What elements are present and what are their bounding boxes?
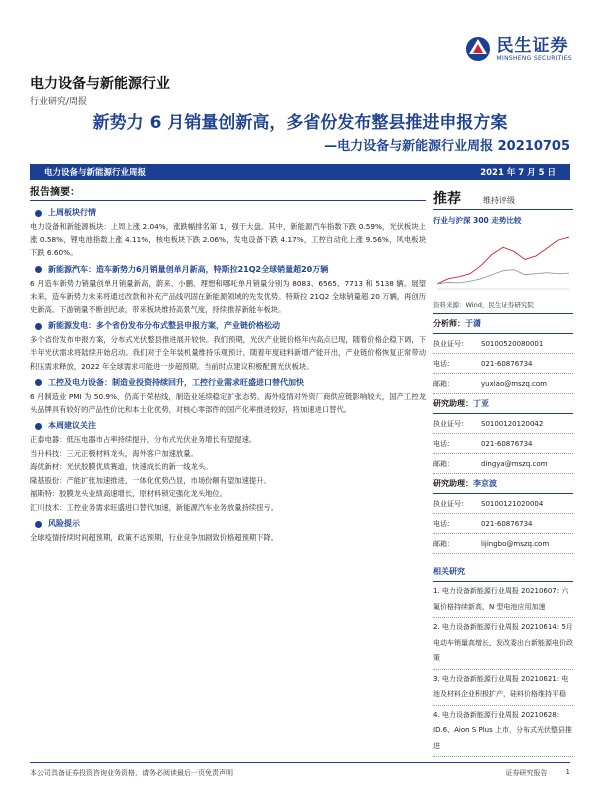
info-row: 执业证号： S0100520080001 [433, 334, 573, 354]
trend-chart [433, 229, 573, 297]
sidebar [433, 188, 573, 757]
footer-label: 证券研究报告 [505, 769, 548, 777]
info-row: 邮箱： lijingbo@mszq.com [433, 534, 573, 554]
banner-date: 2021 年 7 月 5 日 [480, 168, 556, 178]
list-item: 当升科技：三元正极材料龙头，海外客户加速放量。 [30, 448, 198, 458]
section-title: 上周板块行情 [35, 206, 426, 220]
section-body: 6 月制造业 PMI 为 50.9%，仍高于荣枯线，制造业延续稳定扩张态势。海外疫情对外资厂商供应链影响较大，国产工控龙头品牌具有较好的产品性价比和本土化优势，对核心零部件的国产化率推进较好，将加速进口替代。 [30, 391, 426, 415]
bullet-icon [35, 210, 42, 217]
info-row: 电话： 021-60876734 [433, 434, 573, 454]
list-item: 汇川技术：工控业务需求旺盛进口替代加速，新能源汽车业务放量持续扭亏。 [30, 502, 279, 512]
bullet-icon [35, 323, 42, 330]
section-title: 工控及电力设备： 制造业投资持续回升，工控行业需求旺盛进口替代加快 [35, 376, 426, 390]
email-link[interactable]: lijingbo@mszq.com [481, 540, 550, 548]
chart-title: 行业与沪深 300 走势比较 [433, 216, 522, 225]
list-item: 福斯特：胶膜龙头业绩高速增长，原材料锁定强化龙头地位。 [30, 489, 228, 499]
bullet-icon [35, 521, 42, 528]
bullet-icon [35, 423, 42, 430]
analyst-heading: 研究助理：丁亚 [433, 394, 573, 414]
info-row: 电话： 021-60876734 [433, 354, 573, 374]
recommendation-list [30, 433, 426, 514]
minsheng-logo-icon [465, 36, 491, 62]
list-item: 正泰电器：低压电器市占率持续提升，分布式光伏业务增长有望提速。 [30, 435, 257, 445]
rating-label: 维持评级 [483, 196, 515, 205]
chart-source: 资料来源：Wind，民生证券研究院 [433, 300, 573, 314]
section-body: 全球疫情持续时间超预期，政策不达预期，行业竞争加剧致价格超预期下降。 [30, 533, 279, 543]
info-row: 执业证号： S0100121020004 [433, 494, 573, 514]
industry-name: 电力设备与新能源行业 [30, 76, 170, 92]
related-heading: 相关研究 [433, 562, 573, 582]
section-title: 新能源汽车： 造车新势力6月销量创单月新高，特斯拉21Q2全球销量超20万辆 [35, 263, 426, 277]
section-title: 本周建议关注 [35, 419, 426, 433]
list-item: 隆基股份：产能扩张加速推进，一体化优势凸显，市场份额有望加速提升。 [30, 475, 271, 485]
bullet-icon [35, 266, 42, 273]
info-row: 电话： 021-60876734 [433, 514, 573, 534]
section-title: 新能源发电： 多个省份发布分布式整县申报方案，产业链价格松动 [35, 319, 426, 333]
summary-column [30, 184, 426, 547]
section-body: 电力设备和新能源板块：上周上涨 2.04%，涨跌幅排名第 1，强于大盘。其中，新能源汽车指数下跌 0.59%，光伏板块上涨 0.58%，锂电池指数上涨 4.11%，核电板块下跌 2.06%，发电设备下跌 4.17%，工控自动化上涨 9.56%，风电板块下跌 6.60%。 [30, 222, 426, 258]
brand-logo [465, 36, 572, 62]
brand-name-cn: 民生证券 [496, 35, 569, 56]
recommend-label: 推荐 [433, 191, 461, 207]
page-subtitle: —电力设备与新能源行业周报 20210705 [324, 139, 570, 154]
report-banner [30, 164, 570, 180]
section-title: 风险提示 [35, 517, 426, 531]
summary-heading: 报告摘要： [30, 184, 426, 201]
bullet-icon [35, 379, 42, 386]
email-link[interactable]: dingya@mszq.com [481, 460, 548, 468]
trend-chart-svg [433, 229, 573, 297]
info-row: 邮箱： yuxiao@mszq.com [433, 374, 573, 394]
series-line-0 [437, 237, 569, 284]
related-report[interactable]: 3. 电力设备新能源行业周报 20210621: 电池及材料企业积极扩产，硅料价格维持平稳 [433, 670, 573, 706]
report-type: 行业研究/周报 [30, 97, 88, 107]
page-number: 1 [565, 768, 570, 776]
related-report[interactable]: 4. 电力设备新能源行业周报 20210628: ID.6、Aion S Plus 上市，分布式光伏整县推进 [433, 706, 573, 758]
section-body: 多个省份发布申报方案，分布式光伏整县推进展开较快。我们预期，光伏产业链价格年内高点已现，随着价格企稳下调，下半年光伏需求将陆续开始启动。我们对于全年装机量维持乐观预计，随着年度硅料新增产能开出，产业链价格恢复正常带动积压需求释放，2022 年全球需求可能进一步超预期。当前时点建议积极配置光伏板块。 [30, 335, 426, 371]
section-body: 6 月造车新势力销量创单月销量新高，蔚来、小鹏、理想和哪吒单月销量分别为 8083、6565、7713 和 5138 辆。展望未来，造车新势力未来将通过改款和补充产品线巩固在新能源领域的先发优势。特斯拉 21Q2 全球销量超 20 万辆，再创历史新高。下游销量不断创纪录，带来板块维持高景气度，持续推荐新能车板块。 [30, 278, 426, 315]
analyst-heading: 研究助理：李京波 [433, 474, 573, 494]
brand-name-en: MINSHENG SECURITIES [496, 54, 572, 62]
page-footer [30, 762, 570, 778]
banner-title: 电力设备与新能源行业周报 [44, 168, 147, 178]
related-report[interactable]: 2. 电力设备新能源行业周报 20210614: 5月电动车销量高增长，发改委出台新能源电价政策 [433, 618, 573, 670]
info-row: 邮箱： dingya@mszq.com [433, 454, 573, 474]
rating-row [433, 188, 573, 210]
info-row: 执业证号： S0100120120042 [433, 414, 573, 434]
disclaimer: 本公司具备证券投资咨询业务资格，请务必阅读最后一页免责声明 [30, 769, 233, 777]
list-item: 海优新材：光伏胶膜优质赛道，快速成长的新一线龙头。 [30, 462, 213, 472]
email-link[interactable]: yuxiao@mszq.com [481, 380, 547, 388]
page-title: 新势力 6 月销量创新高，多省份发布整县推进申报方案 [92, 113, 508, 133]
analyst-heading: 分析师：于潇 [433, 314, 573, 334]
related-report[interactable]: 1. 电力设备新能源行业周报 20210607: 六氟价格持续新高，N 型电池应用加速 [433, 582, 573, 618]
